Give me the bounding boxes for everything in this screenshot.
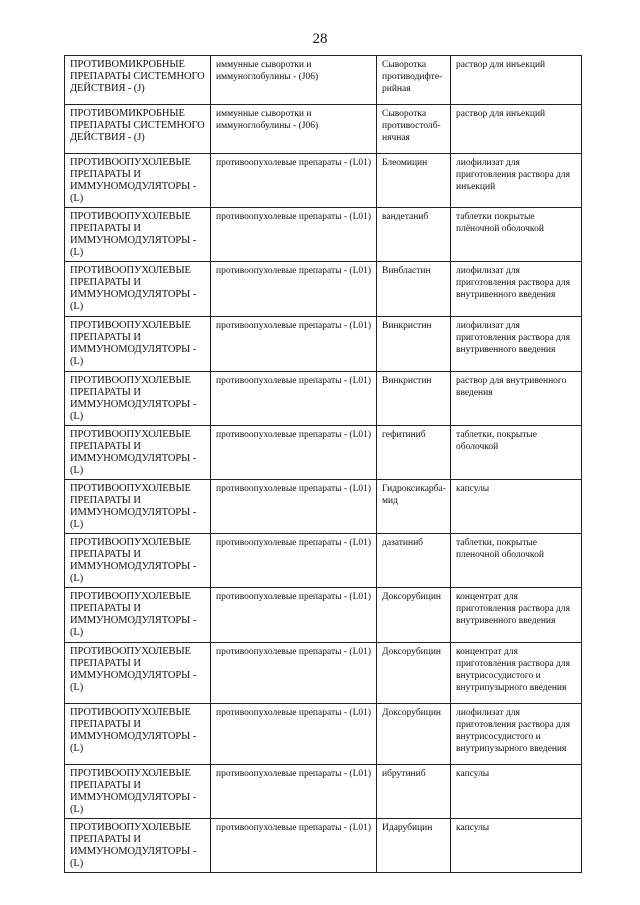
drug-name-cell: Блеомицин — [377, 154, 451, 208]
dosage-form-cell: раствор для внутривенного введения — [451, 372, 582, 426]
table-row — [65, 704, 582, 765]
pharmacological-group-cell: ПРОТИВООПУХОЛЕВЫЕ ПРЕПАРАТЫ И ИММУНОМОДУЛЯТОРЫ - (L) — [65, 208, 211, 262]
pharmacological-subgroup-cell: противоопухолевые препараты - (L01) — [211, 208, 377, 262]
table-row — [65, 534, 582, 588]
pharmacological-group-cell: ПРОТИВООПУХОЛЕВЫЕ ПРЕПАРАТЫ И ИММУНОМОДУЛЯТОРЫ - (L) — [65, 154, 211, 208]
pharmacological-group-cell: ПРОТИВООПУХОЛЕВЫЕ ПРЕПАРАТЫ И ИММУНОМОДУЛЯТОРЫ - (L) — [65, 262, 211, 317]
drug-name-cell: Идарубицин — [377, 819, 451, 873]
drug-name-cell: Винкристин — [377, 317, 451, 372]
pharmacological-group-cell: ПРОТИВОМИКРОБНЫЕ ПРЕПАРАТЫ СИСТЕМНОГО ДЕЙСТВИЯ - (J) — [65, 56, 211, 105]
pharmacological-group-cell: ПРОТИВООПУХОЛЕВЫЕ ПРЕПАРАТЫ И ИММУНОМОДУЛЯТОРЫ - (L) — [65, 643, 211, 704]
pharmacological-subgroup-cell: противоопухолевые препараты - (L01) — [211, 426, 377, 480]
drug-name-cell: дазатиниб — [377, 534, 451, 588]
pharmacological-group-cell: ПРОТИВООПУХОЛЕВЫЕ ПРЕПАРАТЫ И ИММУНОМОДУЛЯТОРЫ - (L) — [65, 534, 211, 588]
drug-name-cell: гефитиниб — [377, 426, 451, 480]
pharmacological-subgroup-cell: противоопухолевые препараты - (L01) — [211, 765, 377, 819]
pharmacological-group-cell: ПРОТИВОМИКРОБНЫЕ ПРЕПАРАТЫ СИСТЕМНОГО ДЕЙСТВИЯ - (J) — [65, 105, 211, 154]
dosage-form-cell: таблетки, покрытые оболочкой — [451, 426, 582, 480]
table-row — [65, 317, 582, 372]
pharmacological-subgroup-cell: противоопухолевые препараты - (L01) — [211, 372, 377, 426]
drug-name-cell: Винкристин — [377, 372, 451, 426]
dosage-form-cell: лиофилизат для приготовления раствора для внутрисосудистого и внутрипузырного введения — [451, 704, 582, 765]
dosage-form-cell: раствор для инъекций — [451, 56, 582, 105]
table-row — [65, 819, 582, 873]
pharmacological-subgroup-cell: противоопухолевые препараты - (L01) — [211, 704, 377, 765]
dosage-form-cell: лиофилизат для приготовления раствора для инъекций — [451, 154, 582, 208]
pharmacological-subgroup-cell: противоопухолевые препараты - (L01) — [211, 317, 377, 372]
pharmacological-subgroup-cell: противоопухолевые препараты - (L01) — [211, 643, 377, 704]
pharmacological-subgroup-cell: противоопухолевые препараты - (L01) — [211, 588, 377, 643]
dosage-form-cell: капсулы — [451, 480, 582, 534]
drug-name-cell: ибрутиниб — [377, 765, 451, 819]
table-row — [65, 588, 582, 643]
table-row — [65, 208, 582, 262]
dosage-form-cell: концентрат для приготовления раствора для внутрисосудистого и внутрипузырного введения — [451, 643, 582, 704]
drug-name-cell: Сыворотка противостолб-нячная — [377, 105, 451, 154]
dosage-form-cell: концентрат для приготовления раствора для внутривенного введения — [451, 588, 582, 643]
dosage-form-cell: раствор для инъекций — [451, 105, 582, 154]
dosage-form-cell: капсулы — [451, 765, 582, 819]
table-row — [65, 426, 582, 480]
drug-name-cell: вандетаниб — [377, 208, 451, 262]
pharmacological-group-cell: ПРОТИВООПУХОЛЕВЫЕ ПРЕПАРАТЫ И ИММУНОМОДУЛЯТОРЫ - (L) — [65, 372, 211, 426]
dosage-form-cell: капсулы — [451, 819, 582, 873]
table-row — [65, 154, 582, 208]
dosage-form-cell: лиофилизат для приготовления раствора для внутривенного введения — [451, 262, 582, 317]
pharmacological-group-cell: ПРОТИВООПУХОЛЕВЫЕ ПРЕПАРАТЫ И ИММУНОМОДУЛЯТОРЫ - (L) — [65, 317, 211, 372]
table-row — [65, 56, 582, 105]
dosage-form-cell: таблетки покрытые плёночной оболочкой — [451, 208, 582, 262]
pharmacological-group-cell: ПРОТИВООПУХОЛЕВЫЕ ПРЕПАРАТЫ И ИММУНОМОДУЛЯТОРЫ - (L) — [65, 765, 211, 819]
table-row — [65, 105, 582, 154]
table-row — [65, 372, 582, 426]
drug-list-table — [64, 55, 582, 873]
pharmacological-subgroup-cell: противоопухолевые препараты - (L01) — [211, 154, 377, 208]
drug-name-cell: Сыворотка противодифте-рийная — [377, 56, 451, 105]
table-row — [65, 262, 582, 317]
drug-name-cell: Гидроксикарба-мид — [377, 480, 451, 534]
dosage-form-cell: лиофилизат для приготовления раствора для внутривенного введения — [451, 317, 582, 372]
dosage-form-cell: таблетки, покрытые пленочной оболочкой — [451, 534, 582, 588]
page-number: 28 — [312, 31, 328, 47]
drug-name-cell: Доксорубицин — [377, 643, 451, 704]
pharmacological-group-cell: ПРОТИВООПУХОЛЕВЫЕ ПРЕПАРАТЫ И ИММУНОМОДУЛЯТОРЫ - (L) — [65, 426, 211, 480]
table-row — [65, 765, 582, 819]
pharmacological-subgroup-cell: иммунные сыворотки и иммуноглобулины - (J06) — [211, 105, 377, 154]
drug-name-cell: Винбластин — [377, 262, 451, 317]
pharmacological-subgroup-cell: противоопухолевые препараты - (L01) — [211, 534, 377, 588]
pharmacological-group-cell: ПРОТИВООПУХОЛЕВЫЕ ПРЕПАРАТЫ И ИММУНОМОДУЛЯТОРЫ - (L) — [65, 704, 211, 765]
pharmacological-group-cell: ПРОТИВООПУХОЛЕВЫЕ ПРЕПАРАТЫ И ИММУНОМОДУЛЯТОРЫ - (L) — [65, 819, 211, 873]
pharmacological-group-cell: ПРОТИВООПУХОЛЕВЫЕ ПРЕПАРАТЫ И ИММУНОМОДУЛЯТОРЫ - (L) — [65, 480, 211, 534]
drug-name-cell: Доксорубицин — [377, 588, 451, 643]
pharmacological-subgroup-cell: противоопухолевые препараты - (L01) — [211, 480, 377, 534]
pharmacological-subgroup-cell: иммунные сыворотки и иммуноглобулины - (J06) — [211, 56, 377, 105]
pharmacological-group-cell: ПРОТИВООПУХОЛЕВЫЕ ПРЕПАРАТЫ И ИММУНОМОДУЛЯТОРЫ - (L) — [65, 588, 211, 643]
pharmacological-subgroup-cell: противоопухолевые препараты - (L01) — [211, 262, 377, 317]
table-row — [65, 643, 582, 704]
drug-name-cell: Доксорубицин — [377, 704, 451, 765]
pharmacological-subgroup-cell: противоопухолевые препараты - (L01) — [211, 819, 377, 873]
table-row — [65, 480, 582, 534]
